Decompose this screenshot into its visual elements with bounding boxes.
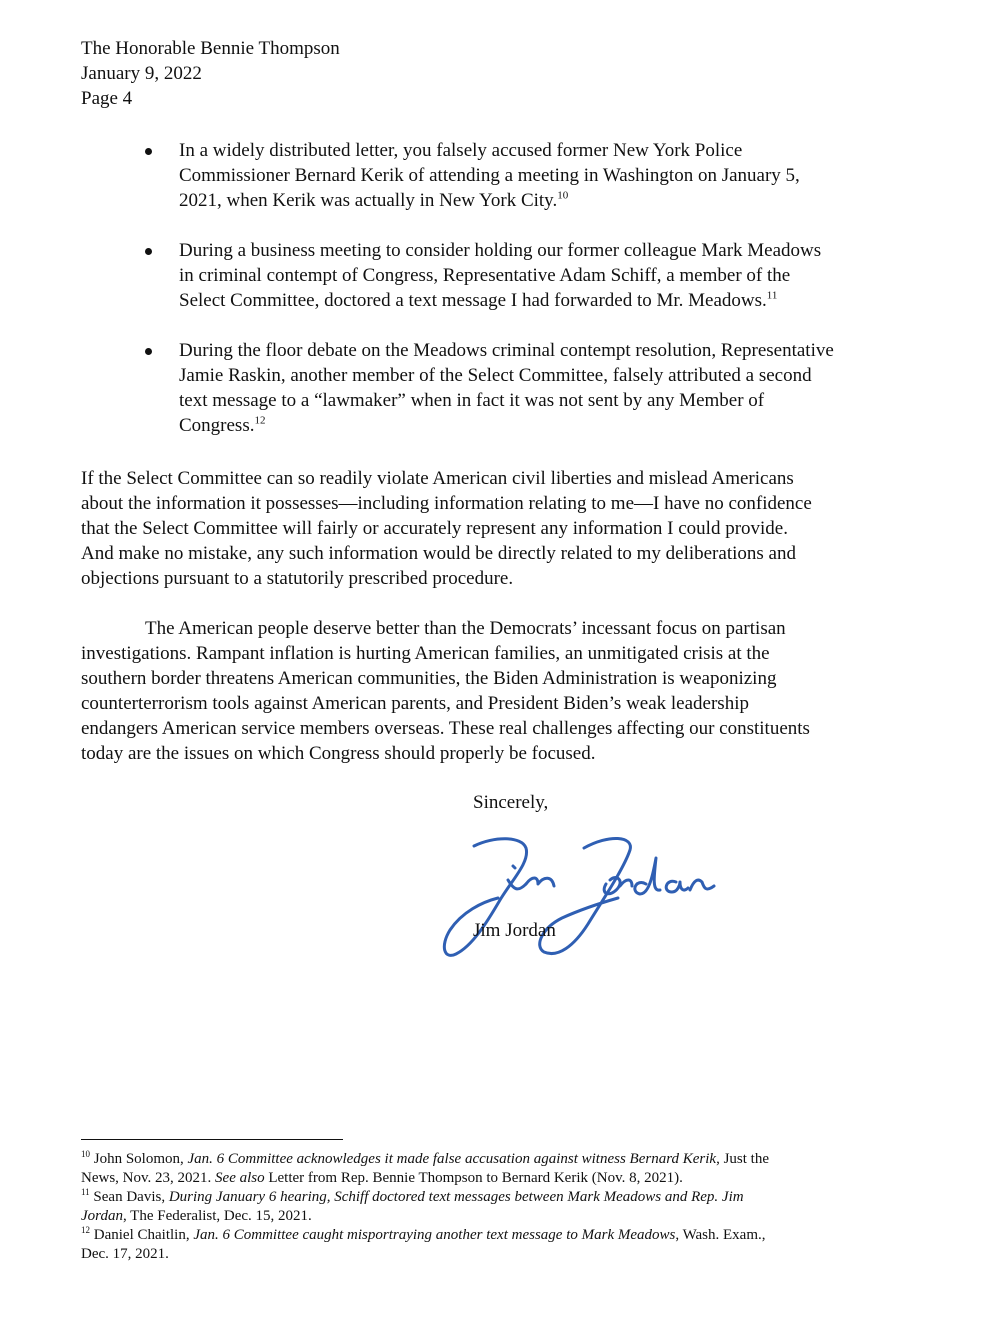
bullet-item [144, 138, 944, 213]
bullet-line: Commissioner Bernard Kerik of attending a meeting in Washington on January 5, [179, 165, 800, 186]
footnote-number: 12 [81, 1225, 90, 1235]
recipient-line: The Honorable Bennie Thompson [81, 38, 340, 59]
footnote-text: News, Nov. 23, 2021. [81, 1170, 216, 1186]
paragraph-line: investigations. Rampant inflation is hurting American families, an unmitigated crisis at the [81, 643, 770, 664]
footnote-number: 10 [81, 1149, 90, 1159]
footnote-11 [81, 1188, 941, 1226]
footnote-text: Daniel Chaitlin, [90, 1227, 194, 1243]
footnote-text: , Just the [716, 1151, 769, 1167]
paragraph-line: southern border threatens American communities, the Biden Administration is weaponizing [81, 668, 777, 689]
bullet-line: Select Committee, doctored a text message I had forwarded to Mr. Meadows. [179, 290, 767, 311]
letter-header [81, 36, 340, 111]
paragraph-line: objections pursuant to a statutorily prescribed procedure. [81, 568, 514, 589]
footnote-title: Jan. 6 Committee caught misportraying another text message to Mark Meadows [193, 1227, 676, 1243]
footnote-text: Sean Davis, [89, 1189, 169, 1205]
page-number: Page 4 [81, 88, 133, 109]
bullet-line: text message to a “lawmaker” when in fact it was not sent by any Member of [179, 390, 765, 411]
footnote-10 [81, 1150, 941, 1188]
bullet-line: During a business meeting to consider holding our former colleague Mark Meadows [179, 240, 822, 261]
paragraph-american-people [81, 616, 951, 766]
footnote-ref: 10 [557, 189, 569, 202]
bullet-item [144, 338, 944, 438]
bullet-line: In a widely distributed letter, you falsely accused former New York Police [179, 140, 743, 161]
bullet-line: in criminal contempt of Congress, Representative Adam Schiff, a member of the [179, 265, 791, 286]
bullet-line: Congress. [179, 415, 255, 436]
footnotes [81, 1150, 941, 1264]
paragraph-line: that the Select Committee will fairly or accurately represent any information I could provide. [81, 518, 788, 539]
footnote-text: Letter from Rep. Bennie Thompson to Bernard Kerik (Nov. 8, 2021). [264, 1170, 683, 1186]
signer-name: Jim Jordan [473, 920, 556, 941]
footnote-text: , Wash. Exam., [675, 1227, 766, 1243]
footnote-divider [81, 1139, 343, 1140]
paragraph-line: counterterrorism tools against American parents, and President Biden’s weak leadership [81, 693, 749, 714]
bullet-line: 2021, when Kerik was actually in New York City. [179, 190, 558, 211]
footnote-title: Jan. 6 Committee acknowledges it made false accusation against witness Bernard Kerik [187, 1151, 717, 1167]
paragraph-line: And make no mistake, any such information would be directly related to my deliberations and [81, 543, 796, 564]
closing-salutation: Sincerely, [473, 792, 549, 813]
bullet-item [144, 238, 944, 313]
bullet-dot-icon [145, 248, 152, 255]
footnote-text: John Solomon, [90, 1151, 188, 1167]
paragraph-line: today are the issues on which Congress should properly be focused. [81, 743, 596, 764]
footnote-ref: 12 [254, 414, 266, 427]
paragraph-line: about the information it possesses—including information relating to me—I have no confidence [81, 493, 812, 514]
bullet-line: During the floor debate on the Meadows criminal contempt resolution, Representative [179, 340, 834, 361]
footnote-title: Jordan [81, 1208, 123, 1224]
bullet-dot-icon [145, 348, 152, 355]
date-line: January 9, 2022 [81, 63, 202, 84]
bullet-list [144, 138, 944, 463]
footnote-12 [81, 1226, 941, 1264]
footnote-text: Dec. 17, 2021. [81, 1246, 169, 1262]
paragraph-civil-liberties [81, 466, 951, 591]
footnote-signal: See also [215, 1170, 265, 1186]
footnote-ref: 11 [766, 289, 778, 302]
bullet-line: Jamie Raskin, another member of the Select Committee, falsely attributed a second [179, 365, 812, 386]
footnote-number: 11 [81, 1187, 90, 1197]
paragraph-line: endangers American service members overseas. These real challenges affecting our constituents [81, 718, 810, 739]
footnote-text: , The Federalist, Dec. 15, 2021. [122, 1208, 312, 1224]
paragraph-line: The American people deserve better than the Democrats’ incessant focus on partisan [145, 618, 786, 639]
footnote-title: During January 6 hearing, Schiff doctored text messages between Mark Meadows and Rep. Jim [168, 1189, 744, 1205]
paragraph-line: If the Select Committee can so readily violate American civil liberties and mislead Americans [81, 468, 794, 489]
bullet-dot-icon [145, 148, 152, 155]
